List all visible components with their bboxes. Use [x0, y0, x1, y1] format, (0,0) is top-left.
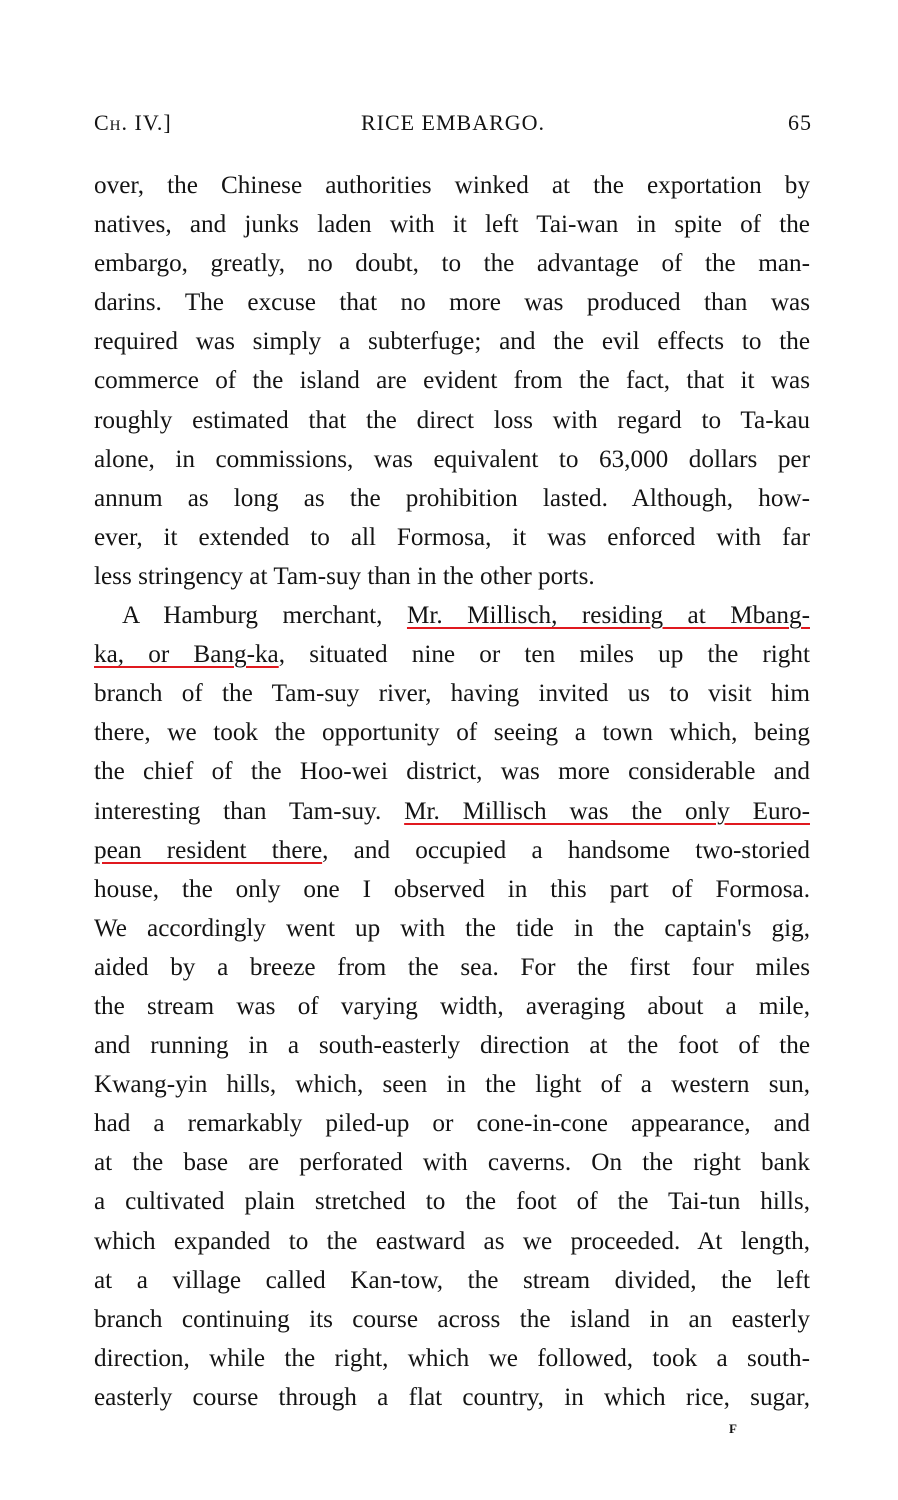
page-number: 65: [788, 110, 812, 135]
text-line: easterly course through a flat country, in which rice, sugar,: [94, 1383, 810, 1411]
text-line: Kwang-yin hills, which, seen in the light of a western sun,: [94, 1071, 810, 1099]
text-line: [94, 596, 810, 635]
text-line: had a remarkably piled-up or cone-in-cone appearance, and: [94, 1110, 810, 1138]
running-header: [94, 110, 812, 144]
text-line: which expanded to the eastward as we proceeded. At length,: [94, 1227, 810, 1255]
text-line: [94, 635, 810, 674]
paragraph-1: [94, 166, 810, 596]
page-title: RICE EMBARGO.: [360, 110, 546, 135]
text-line: branch of the Tam-suy river, having invited us to visit him: [94, 680, 810, 708]
text-line: over, the Chinese authorities winked at the exportation by: [94, 172, 810, 199]
text-line: natives, and junks laden with it left Tai-wan in spite of the: [94, 211, 810, 239]
text-line: there, we took the opportunity of seeing a town which, being: [94, 719, 810, 747]
text-line: roughly estimated that the direct loss with regard to Ta-kau: [94, 406, 810, 434]
text-line: branch continuing its course across the island in an easterly: [94, 1305, 810, 1333]
underlined-phrase: Mr. Millisch, residing at Mbang-: [406, 602, 810, 630]
text-line: [94, 831, 810, 870]
text-line: less stringency at Tam-suy than in the other ports.: [94, 562, 595, 590]
text-line: We accordingly went up with the tide in the captain's gig,: [94, 914, 810, 942]
underlined-phrase: Mr. Millisch was the only Euro-: [404, 797, 810, 825]
text-line: required was simply a subterfuge; and the evil effects to the: [94, 328, 810, 356]
text-line: at the base are perforated with caverns. On the right bank: [94, 1149, 810, 1177]
text-line: and running in a south-easterly direction at the foot of the: [94, 1032, 810, 1060]
line-text: interesting than Tam-suy.: [94, 797, 405, 825]
text-line: at a village called Kan-tow, the stream divided, the left: [94, 1266, 810, 1294]
underlined-phrase: ka, or Bang-ka: [94, 641, 279, 669]
page-body: [94, 166, 810, 1417]
text-line: direction, while the right, which we followed, took a south-: [94, 1344, 810, 1372]
signature-mark: F: [729, 1421, 737, 1436]
text-line: a cultivated plain stretched to the foot of the Tai-tun hills,: [94, 1188, 810, 1216]
text-line: the chief of the Hoo-wei district, was more considerable and: [94, 758, 810, 786]
line-text: A Hamburg merchant,: [122, 602, 407, 630]
text-line: ever, it extended to all Formosa, it was enforced with far: [94, 523, 810, 551]
text-line: commerce of the island are evident from the fact, that it was: [94, 367, 810, 395]
text-line: aided by a breeze from the sea. For the first four miles: [94, 953, 810, 981]
paragraph-2: [94, 596, 810, 1417]
line-text: , situated nine or ten miles up the right: [278, 641, 810, 669]
text-line: embargo, greatly, no doubt, to the advantage of the man-: [94, 250, 810, 278]
text-line: annum as long as the prohibition lasted. Although, how-: [94, 484, 810, 512]
text-line: the stream was of varying width, averaging about a mile,: [94, 992, 810, 1020]
underlined-phrase: pean resident there: [94, 836, 323, 864]
text-line: alone, in commissions, was equivalent to 63,000 dollars per: [94, 445, 810, 473]
chapter-label: Ch. IV.]: [94, 110, 172, 135]
line-text: , and occupied a handsome two-storied: [322, 836, 810, 864]
text-line: darins. The excuse that no more was produced than was: [94, 289, 810, 317]
text-line: house, the only one I observed in this part of Formosa.: [94, 875, 810, 903]
text-line: [94, 792, 810, 831]
